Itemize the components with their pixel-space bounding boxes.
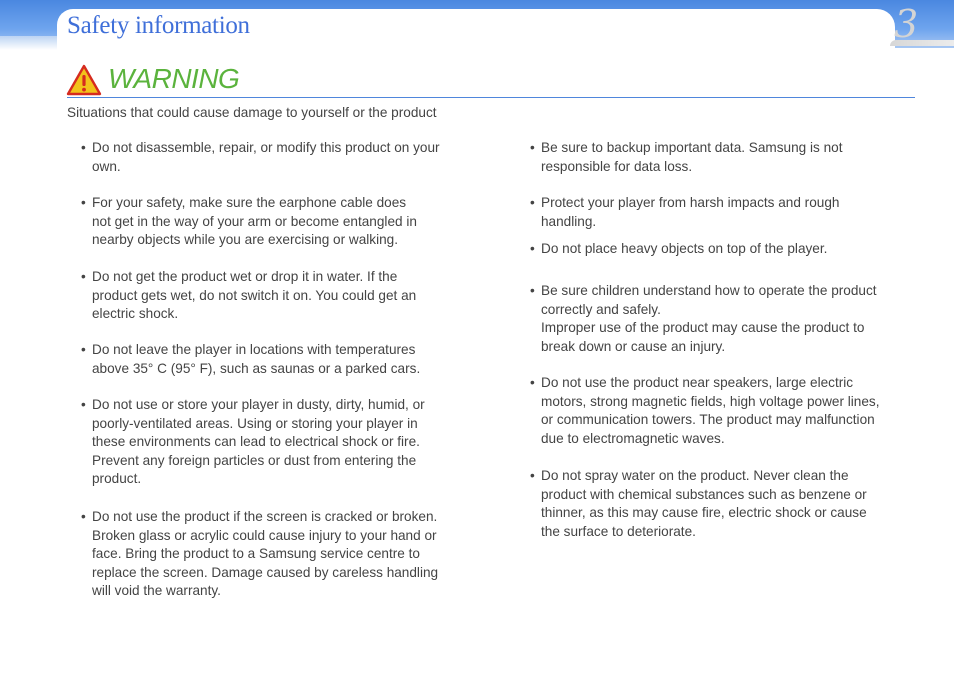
bullet-dot: • (530, 195, 535, 210)
bullet-dot: • (81, 195, 86, 210)
bullet-text-line: the surface to deteriorate. (541, 523, 696, 539)
section-title: Safety information (67, 12, 250, 39)
bullet-item (530, 139, 902, 176)
bullet-item (81, 396, 453, 489)
bullet-text-line: correctly and safely. (541, 301, 661, 317)
bullet-item (81, 341, 453, 378)
bullet-dot: • (81, 269, 86, 284)
bullet-item (530, 240, 902, 259)
bullet-text-line: responsible for data loss. (541, 158, 693, 174)
bullet-text-line: electric shock. (92, 306, 179, 322)
bullet-text-line: product. (92, 471, 142, 487)
bullet-text-line: Do not use the product if the screen is cracked or broken. (92, 509, 438, 524)
bullet-item (530, 282, 902, 356)
bullet-text-line: thinner, as this may cause fire, electric shock or cause (541, 505, 867, 521)
bullet-text-line: Do not use the product near speakers, large electric (541, 375, 854, 390)
bullet-text-line: product gets wet, do not switch it on. You could get an (92, 287, 417, 303)
bullet-dot: • (530, 241, 535, 256)
bullet-text-line: For your safety, make sure the earphone cable does (92, 195, 407, 210)
bullet-text-line: above 35° C (95° F), such as saunas or a parked cars. (92, 360, 421, 376)
bullet-dot: • (530, 140, 535, 155)
bullet-item (81, 508, 453, 601)
bullet-text-line: due to electromagnetic waves. (541, 430, 725, 446)
bullet-item (81, 139, 453, 176)
bullet-text-line: nearby objects while you are exercising or walking. (92, 232, 399, 248)
bullet-dot: • (81, 342, 86, 357)
bullet-text-line: motors, strong magnetic fields, high voltage power lines, (541, 393, 880, 409)
bullet-text-line: product with chemical substances such as benzene or (541, 486, 867, 502)
bullet-text-line: handling. (541, 213, 597, 229)
bullet-text-line: Do not use or store your player in dusty, dirty, humid, or (92, 397, 425, 412)
bullet-text-line: will void the warranty. (92, 583, 221, 599)
bullet-item (530, 374, 902, 448)
bullet-text-line: Prevent any foreign particles or dust from entering the (92, 452, 417, 468)
warning-triangle-icon (66, 64, 102, 96)
warning-title: WARNING (108, 63, 240, 94)
bullet-text-line: or communication towers. The product may malfunction (541, 412, 875, 428)
bullet-dot: • (530, 283, 535, 298)
bullet-text-line: Do not get the product wet or drop it in water. If the (92, 269, 398, 284)
bullet-text-line: break down or cause an injury. (541, 338, 726, 354)
bullet-dot: • (530, 375, 535, 390)
bullet-dot: • (81, 140, 86, 155)
bullet-text-line: Do not place heavy objects on top of the player. (541, 241, 828, 256)
bullet-text-line: Be sure to backup important data. Samsung is not (541, 140, 843, 155)
bullet-text-line: not get in the way of your arm or become entangled in (92, 213, 417, 229)
bullet-text-line: Do not leave the player in locations with temperatures (92, 342, 416, 357)
bullet-dot: • (81, 397, 86, 412)
warning-divider (67, 97, 915, 98)
bullet-item (81, 194, 453, 250)
bullet-item (530, 467, 902, 541)
bullet-text-line: own. (92, 158, 121, 174)
bullet-text-line: Improper use of the product may cause the product to (541, 320, 865, 336)
bullet-text-line: Do not disassemble, repair, or modify this product on your (92, 140, 440, 155)
bullet-text-line: these environments can lead to electrical shock or fire. (92, 434, 420, 450)
bullet-text-line: Be sure children understand how to operate the product (541, 283, 877, 298)
bullet-text-line: face. Bring the product to a Samsung service centre to (92, 546, 420, 562)
bullet-text-line: Broken glass or acrylic could cause injury to your hand or (92, 527, 437, 543)
bullet-text-line: Do not spray water on the product. Never clean the (541, 468, 849, 483)
header-left-fade (0, 36, 58, 50)
warning-intro: Situations that could cause damage to yourself or the product (67, 105, 437, 120)
bullet-item (81, 268, 453, 324)
bullet-dot: • (530, 468, 535, 483)
bullet-text-line: Protect your player from harsh impacts and rough (541, 195, 840, 210)
bullet-dot: • (81, 509, 86, 524)
bullet-text-line: replace the screen. Damage caused by careless handling (92, 564, 439, 580)
page-number: 3 (894, 2, 919, 46)
bullet-text-line: poorly-ventilated areas. Using or storing your player in (92, 415, 418, 431)
bullet-item (530, 194, 902, 231)
